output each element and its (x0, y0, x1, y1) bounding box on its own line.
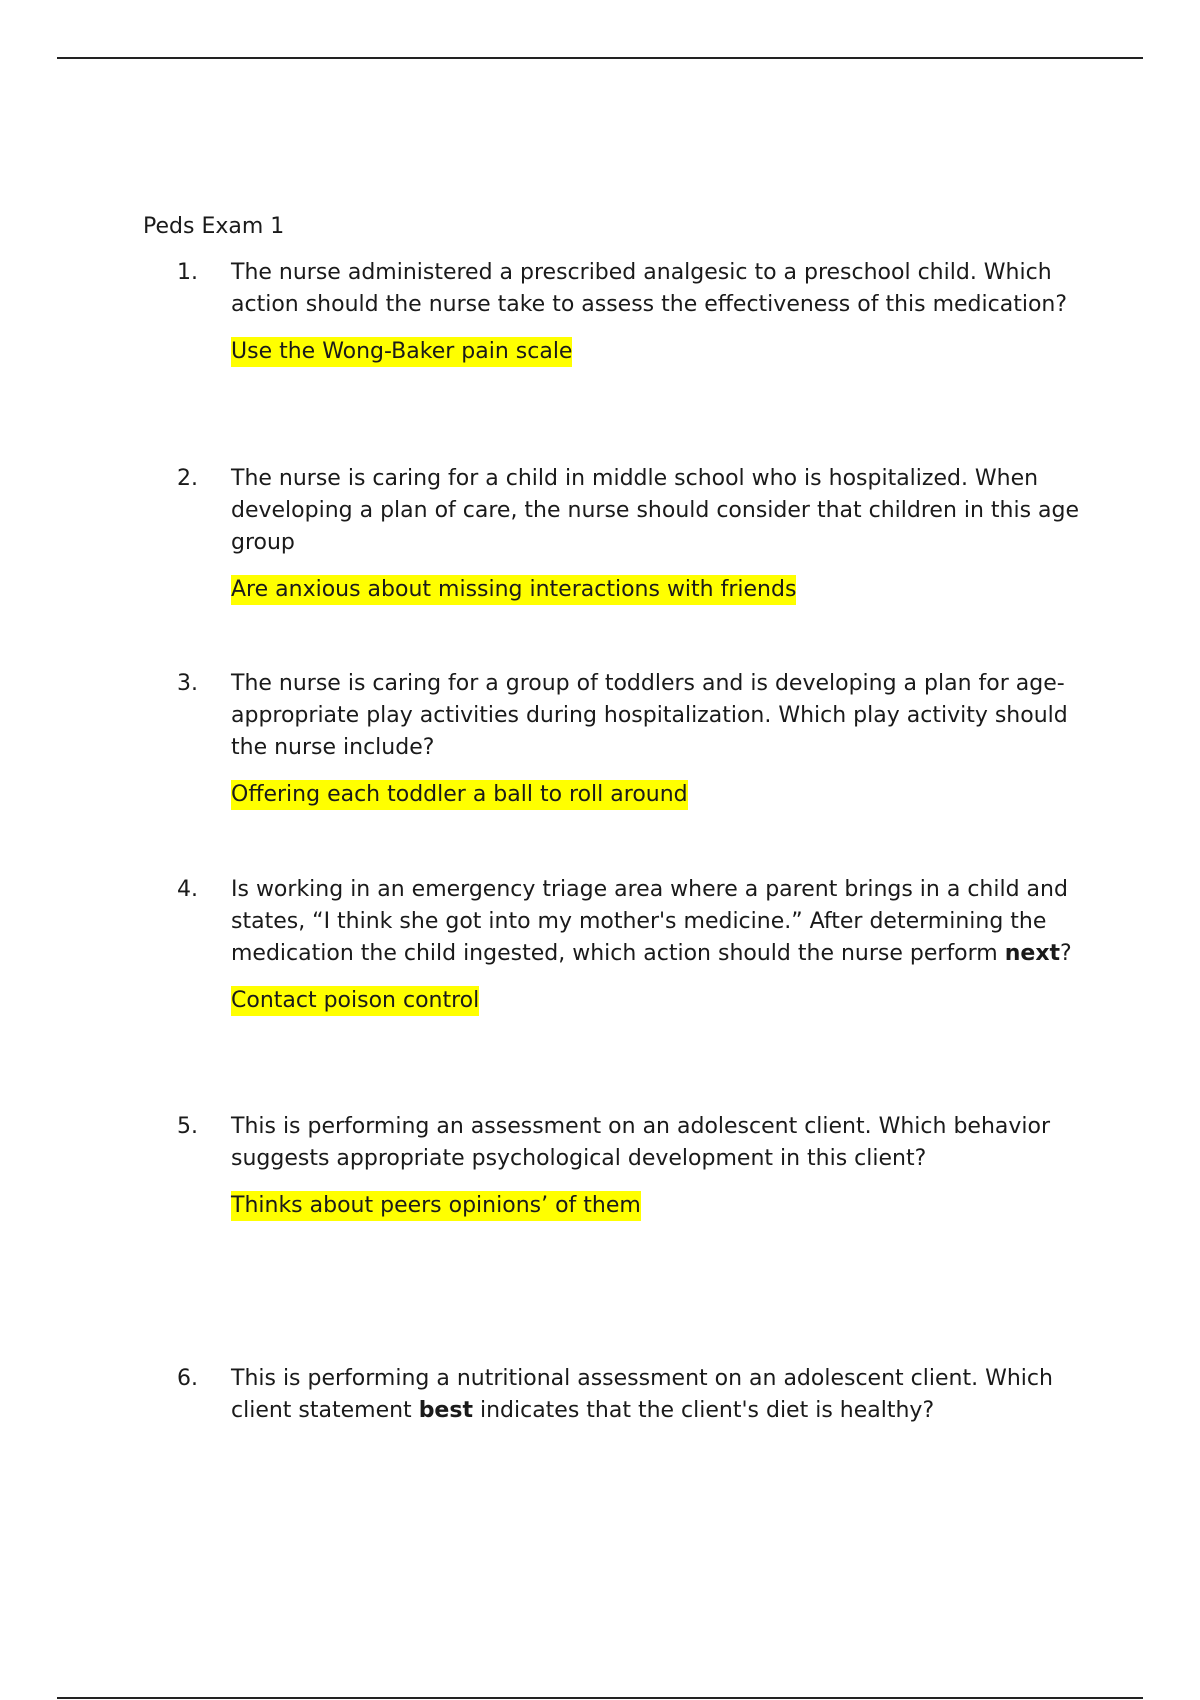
answer-highlight (231, 985, 1083, 1017)
answer-text: Thinks about peers opinions’ of them (231, 1191, 641, 1221)
question-number: 5. (177, 1114, 198, 1139)
question-text: This is performing an assessment on an adolescent client. Which behavior suggests appropriate psychological development in this client? (231, 1114, 1051, 1171)
emphasis-word: next (1004, 941, 1061, 966)
answer-text: Contact poison control (231, 986, 479, 1016)
question-text-part: Is working in an emergency triage area where a parent brings in a child and states, “I think she got into my mother's medicine.” After determining the medication the child ingested, which action should the nurse perform (231, 877, 1068, 966)
question-text-part: ? (1060, 941, 1072, 966)
answer-text: Are anxious about missing interactions with friends (231, 575, 796, 605)
answer-highlight (231, 336, 1083, 368)
answer-highlight (231, 1190, 1083, 1222)
emphasis-word: best (418, 1398, 473, 1423)
question-text (231, 874, 1083, 970)
question-number: 6. (177, 1366, 198, 1391)
question-4 (143, 874, 1083, 1017)
question-5 (143, 1111, 1083, 1222)
question-6 (143, 1363, 1083, 1427)
question-text (231, 1363, 1083, 1427)
question-text-part: This is performing a nutritional assessment on an adolescent client. Which client statement (231, 1366, 1053, 1423)
question-text: The nurse is caring for a child in middle school who is hospitalized. When developing a plan of care, the nurse should consider that children in this age group (231, 466, 1080, 555)
bottom-divider (57, 1697, 1143, 1699)
question-text: The nurse is caring for a group of toddlers and is developing a plan for age-appropriate play activities during hospitalization. Which play activity should the nurse include? (231, 671, 1068, 760)
answer-text: Use the Wong-Baker pain scale (231, 337, 572, 367)
question-1 (143, 257, 1083, 368)
question-number: 4. (177, 877, 198, 902)
answer-highlight (231, 779, 1083, 811)
question-number: 1. (177, 260, 198, 285)
answer-text: Offering each toddler a ball to roll around (231, 780, 688, 810)
question-text-part: indicates that the client's diet is healthy? (472, 1398, 935, 1423)
top-divider (57, 57, 1143, 59)
answer-highlight (231, 574, 1083, 606)
document-title: Peds Exam 1 (143, 214, 285, 239)
question-number: 3. (177, 671, 198, 696)
question-text: The nurse administered a prescribed analgesic to a preschool child. Which action should the nurse take to assess the effectiveness of this medication? (231, 260, 1068, 317)
question-3 (143, 668, 1083, 811)
question-number: 2. (177, 466, 198, 491)
question-2 (143, 463, 1083, 606)
